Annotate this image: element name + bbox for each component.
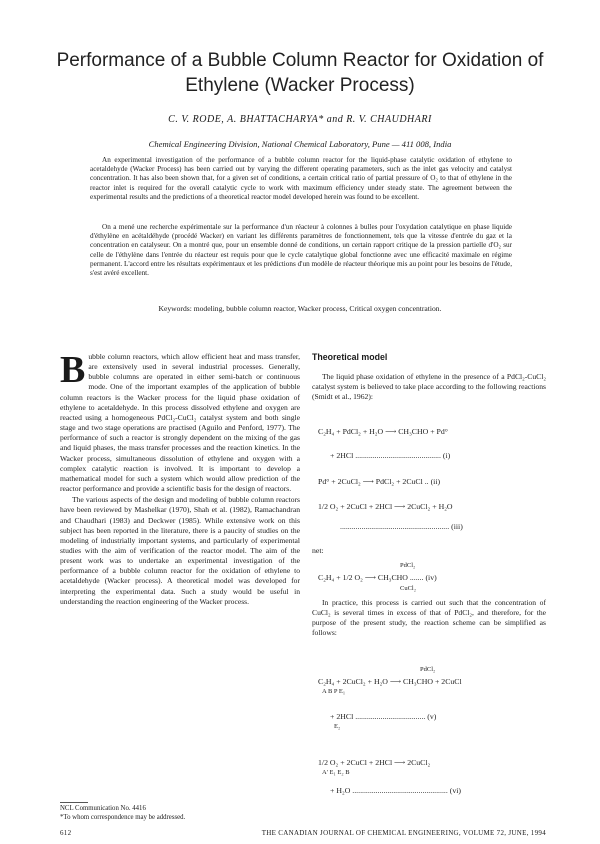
equation-6-labels: A' E₁ E₂ B [322,769,350,776]
equation-1-line-2: + 2HCl ............................................ (i) [330,451,451,460]
theory-paragraph-1: The liquid phase oxidation of ethylene in the presence of a PdCl₂-CuCl₂ catalyst system is believed to take place according to the following reactions (Smidt et al., 1962): [312,372,546,402]
drop-cap: B [60,349,86,391]
footnote-2: *To whom correspondence may be addressed. [60,813,186,821]
equation-1-line-1: C₂H₄ + PdCl₂ + H₂O ⟶ CH₃CHO + Pd° [318,427,448,436]
theory-paragraph-2-wrap [312,598,546,639]
net-label: net: [312,546,324,555]
equation-5-catalyst: PdCl₂ [420,666,436,673]
journal-citation: THE CANADIAN JOURNAL OF CHEMICAL ENGINEERING, VOLUME 72, JUNE, 1994 [261,829,546,837]
author-affiliation: Chemical Engineering Division, National Chemical Laboratory, Pune — 411 008, India [148,139,452,149]
page-footer [60,829,546,837]
equation-2: Pd° + 2CuCl₂ ⟶ PdCl₂ + 2CuCl .. (ii) [318,477,441,486]
equation-5-line-1: C₂H₄ + 2CuCl₂ + H₂O ⟶ CH₃CHO + 2CuCl [318,677,462,686]
intro-paragraph-1 [60,349,300,494]
right-column [312,352,546,403]
theory-paragraph-2: In practice, this process is carried out such that the concentration of CuCl₂ is several times in excess of that of PdCl₂, and therefore, for the purpose of the present study, the reaction scheme can be simplified as follows: [312,598,546,638]
footnotes [60,805,185,822]
article-title: Performance of a Bubble Column Reactor for Oxidation of Ethylene (Wacker Process) [56,50,544,96]
equation-4-catalyst-bottom: CuCl₂ [400,585,416,592]
left-column [60,349,300,607]
intro-paragraph-1-text: ubble column reactors, which allow efficient heat and mass transfer, are extensively used in several industrial processes. Generally, bubble columns are operated in either semi-batch or continuous mode. One of the important examples of the application of bubble column reactors is the Wacker process for the liquid phase oxidation of ethylene to acetaldehyde. In this process dissolved ethylene and oxygen are reacted using a homogeneous PdCl₂-CuCl₂ catalyst system and both single stage and two stage operations are practised (Aguilo and Penford, 1977). The performance of such a reactor is strongly dependent on the mixing of the gas and liquid phases, the mass transfer processes and the reaction kinetics. In the Wacker process, simultaneous dissolution of ethylene and oxygen with a complex catalytic reaction is involved. It is important to develop a mathematical model for such a system which would allow prediction of the reactor performance and provide a scientific basis for the design of reactors. [60,352,300,494]
article-authors: C. V. RODE, A. BHATTACHARYA* and R. V. CHAUDHARI [168,114,432,125]
equation-6-line-2: + H₂O ................................................. (vi) [330,786,461,795]
equation-4: C₂H₄ + 1/2 O₂ ⟶ CH₃CHO ....... (iv) [318,573,437,582]
intro-paragraph-2: The various aspects of the design and modeling of bubble column reactors have been reviewed by Mashelkar (1970), Shah et al. (1982), Ramachandran and Chaudhari (1983) and Deckwer (1985). While extensive work on this subject has been reported in the literature, there is a paucity of studies on the modeling of industrially important systems, and particularly of experimental studies with the aim of verification of the reactor model. The aim of the present work was to undertake an experimental investigation of the performance of a bubble column reactor for the oxidation of ethylene to acetaldehyde (Wacker process). A theoretical model was developed for interpreting the experimental data. Such a study would be useful in understanding the reaction engineering of the Wacker process. [60,495,300,606]
footnote-1: NCL Communication No. 4416 [60,805,146,812]
equation-3-line-1: 1/2 O₂ + 2CuCl + 2HCl ⟶ 2CuCl₂ + H₂O [318,502,453,511]
equation-5-line-2: + 2HCl .................................... (v) [330,712,437,721]
abstract-french: On a mené une recherche expérimentale sur la performance d'un réacteur à colonnes à bulles pour l'oxydation catalytique en phase liquide d'éthylène en acétaldéhyde (procédé Wacker) en variant les différents paramètres de fonctionnement, tels que la vitesse d'entrée du gaz et la concentration en catalyseur. On a montré que, pour un ensemble donné de conditions, un certain rapport critique de la pression partielle d'O₂ sur celle de l'éthylène dans l'entrée du réacteur est requis pour que le cycle catalytique global fonctionne avec une efficacité maximale en régime permanent. L'accord entre les résultats expérimentaux et les prédictions d'un modèle de réacteur théorique mis au point pour les besoins de l'étude, s'est avéré excellent. [90,223,512,278]
equation-5-label-2: E₂ [334,723,341,730]
equation-3-line-2: ........................................................ (iii) [340,522,463,531]
equation-5-labels: A B P E₁ [322,688,346,695]
equation-6-line-1: 1/2 O₂ + 2CuCl + 2HCl ⟶ 2CuCl₂ [318,758,431,767]
page-number: 612 [60,829,72,837]
keywords: Keywords: modeling, bubble column reactor, Wacker process, Critical oxygen concentration. [158,304,442,313]
abstract-english: An experimental investigation of the performance of a bubble column reactor for the liquid-phase catalytic oxidation of ethylene to acetaldehyde (Wacker Process) has been carried out by varying the different operating parameters, such as the inlet gas velocity and catalyst concentration. It has also been shown that, for a given set of conditions, a certain critical ratio of partial pressure of O₂ to that of ethylene in the reactor inlet is required for the overall catalytic cycle to work with maximum efficiency under steady state. The agreement between the experimental results and the predictions of a theoretical reactor model developed herein was found to be excellent. [90,156,512,201]
equation-4-catalyst-top: PdCl₂ [400,562,416,569]
footnote-rule [60,802,88,803]
section-heading: Theoretical model [312,352,388,362]
